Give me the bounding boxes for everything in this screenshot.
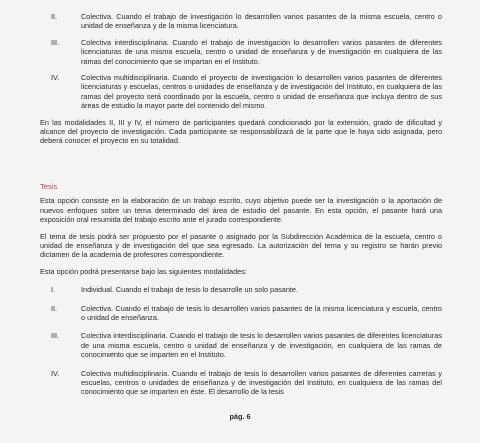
tesis-paragraph: El tema de tesis podrá ser propuesto por el pasante o asignado por la Subdirección Académica de la escuela, centro o unidad de enseñanza y de investigación del que sea egresado. La autorización del tema y su registro se harán previo dictamen de la academia de profesores correspondiente. — [40, 231, 442, 260]
list-item-text: Colectiva multidisciplinaria. Cuando el proyecto de investigación lo desarrollen varios pasantes de diferentes licenciaturas y escuelas, centros o unidades de enseñanza y de investigación del Instituto, en cualquiera de las ramas del proyecto será coordinado por la escuela, centro o unidad de enseñanza que incluya dentro de sus áreas de estudio la mayor parte del contenido del mismo. — [81, 73, 442, 111]
modalities-paragraph: En las modalidades II, III y IV, el número de participantes quedará condicionado por la extensión, grado de dificultad y alcance del proyecto de investigación. Cada participante se responsabilizará de la parte que le haya sido asignada, pero deberá conocer el proyecto en su totalidad. — [40, 117, 442, 146]
list-item-number: III. — [51, 37, 60, 47]
list-item — [40, 73, 442, 111]
list-item-number: III. — [51, 331, 60, 341]
list-item-number: II. — [51, 303, 58, 313]
section-heading-tesis: Tesis — [40, 181, 58, 191]
tesis-modalities-list — [40, 285, 442, 397]
tesis-paragraph: Esta opción podrá presentarse bajo las siguientes modalidades: — [40, 266, 247, 276]
list-item-text: Colectiva interdisciplinaria. Cuando el trabajo de tesis lo desarrollen varios pasantes de diferentes licenciaturas de una misma escuela, centro o unidad de enseñanza y de investigación, en cualquiera de las ramas de conocimiento que se imparten en el Instituto. — [81, 331, 442, 360]
list-item-text: Colectiva. Cuando el trabajo de investigación lo desarrollen varios pasantes de la misma escuela, centro o unidad de enseñanza y de la misma licenciatura. — [81, 12, 442, 31]
list-item — [40, 285, 442, 294]
list-item — [40, 331, 442, 359]
page-number: pág. 6 — [229, 412, 251, 421]
list-item — [40, 369, 442, 397]
list-item-text: Colectiva multidisciplinaria. Cuando el trabajo de tesis lo desarrollen varios pasantes de diferentes carreras y escuelas, centros o unidades de enseñanza y de investigación del Instituto, en cualquiera de las ramas del conocimiento que se imparten en éste. El desarrollo de la tesis — [81, 368, 442, 397]
list-item — [40, 38, 442, 66]
list-item-number: I. — [51, 285, 56, 295]
tesis-paragraph: Esta opción consiste en la elaboración de un trabajo escrito, cuyo objetivo puede ser la investigación o la aportación de nuevos enfoques sobre un tema determinado del área de estudio del pasante. En esta opción, el pasante hará una exposición oral resumida del trabajo escrito ante el jurado correspondiente. — [40, 196, 442, 225]
list-item-text: Colectiva. Cuando el trabajo de tesis lo desarrollen varios pasantes de la misma licenciatura y escuela, centro o unidad de enseñanza. — [81, 303, 442, 322]
list-item — [40, 304, 442, 323]
list-item-text: Colectiva interdisciplinaria. Cuando el trabajo de investigación lo desarrollen varios pasantes de diferentes licenciaturas de una misma escuela, centro o unidad de enseñanza y de investigación en cualquiera de las ramas del conocimiento que se impartan en el Instituto. — [81, 37, 442, 66]
list-item — [40, 12, 442, 31]
top-modalities-list — [40, 12, 442, 111]
list-item-number: IV. — [51, 73, 60, 83]
list-item-number: II. — [51, 12, 58, 21]
list-item-text: Individual. Cuando el trabajo de tesis lo desarrolle un solo pasante. — [81, 285, 299, 295]
list-item-number: IV. — [51, 368, 60, 378]
